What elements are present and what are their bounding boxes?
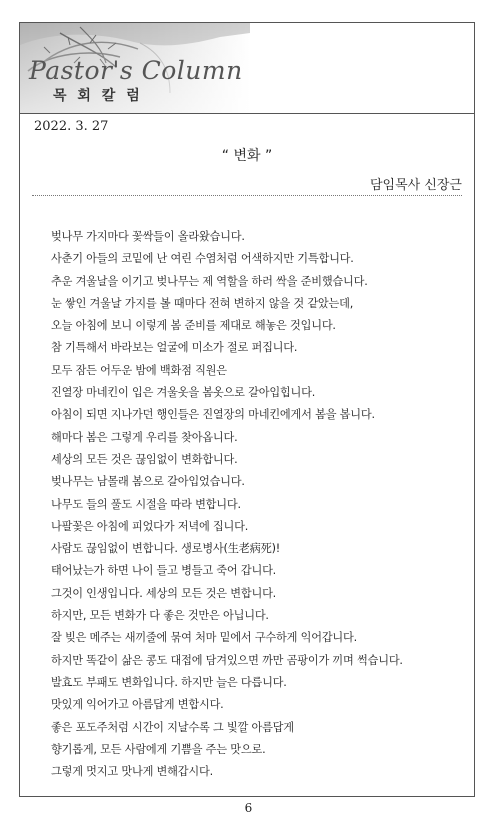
body-line: 해마다 봄은 그렇게 우리를 찾아옵니다. — [51, 430, 238, 444]
body-line: 벚나무는 남몰래 봄으로 갈아입었습니다. — [51, 475, 245, 489]
masthead-subtitle: 목 회 칼 럼 — [53, 88, 143, 104]
body-line: 진열장 마네킨이 입은 겨울옷을 봄옷으로 갈아입힙니다. — [51, 386, 316, 400]
body-line: 그렇게 멋지고 맛나게 변해갑시다. — [51, 765, 213, 779]
masthead-title: Pastor's Column — [29, 56, 243, 85]
body-line: 추운 겨울날을 이기고 벚나무는 제 역할을 하러 싹을 준비했습니다. — [51, 274, 368, 288]
column-body — [51, 226, 471, 783]
body-line: 벚나무 가지마다 꽃싹들이 올라왔습니다. — [51, 230, 245, 243]
body-line: 잘 빚은 메주는 새끼줄에 묶여 처마 밑에서 구수하게 익어갑니다. — [51, 631, 357, 645]
body-line: 사춘기 아들의 코밑에 난 여린 수염처럼 어색하지만 기특합니다. — [51, 252, 354, 266]
body-line: 좋은 포도주처럼 시간이 지날수록 그 빛깔 아름답게 — [51, 720, 294, 734]
column-date: 2022. 3. 27 — [34, 119, 109, 134]
body-line: 눈 쌓인 겨울날 가지를 볼 때마다 전혀 변하지 않을 것 같았는데, — [51, 296, 354, 310]
body-line: 사람도 끊임없이 변합니다. 생로병사(生老病死)! — [51, 542, 281, 556]
header-divider — [20, 113, 474, 114]
page-number: 6 — [244, 801, 253, 815]
column-frame — [19, 22, 475, 797]
dotted-divider — [32, 195, 462, 196]
body-line: 오늘 아침에 보니 이렇게 봄 준비를 제대로 해놓은 것입니다. — [51, 319, 336, 333]
body-line: 나팔꽃은 아침에 피었다가 저녁에 집니다. — [51, 519, 249, 533]
body-line: 발효도 부패도 변화입니다. 하지만 늘은 다릅니다. — [51, 675, 287, 689]
body-line: 모두 잠든 어두운 밤에 백화점 직원은 — [51, 363, 227, 377]
body-line: 그것이 인생입니다. 세상의 모든 것은 변합니다. — [51, 586, 277, 600]
column-author: 담임목사 신장근 — [369, 178, 462, 193]
body-line: 세상의 모든 것은 끊임없이 변화합니다. — [51, 452, 238, 466]
column-header — [20, 23, 474, 113]
body-line: 아침이 되면 지나가던 행인들은 진열장의 마네킨에게서 봄을 봅니다. — [51, 408, 375, 422]
body-line: 하지만, 모든 변화가 다 좋은 것만은 아닙니다. — [51, 609, 269, 623]
body-line: 태어났는가 하면 나이 들고 병들고 죽어 갑니다. — [51, 564, 277, 578]
body-line: 맛있게 익어가고 아름답게 변합시다. — [51, 698, 224, 712]
body-line: 하지만 똑같이 삶은 콩도 대접에 담겨있으면 까만 곰팡이가 끼며 썩습니다. — [51, 653, 403, 667]
column-title: “ 변화 ” — [221, 148, 273, 164]
body-line: 나무도 들의 풀도 시절을 따라 변합니다. — [51, 497, 241, 511]
body-line: 향기롭게, 모든 사람에게 기쁨을 주는 맛으로. — [51, 742, 266, 756]
body-line: 참 기특해서 바라보는 얼굴에 미소가 절로 퍼집니다. — [51, 341, 298, 355]
